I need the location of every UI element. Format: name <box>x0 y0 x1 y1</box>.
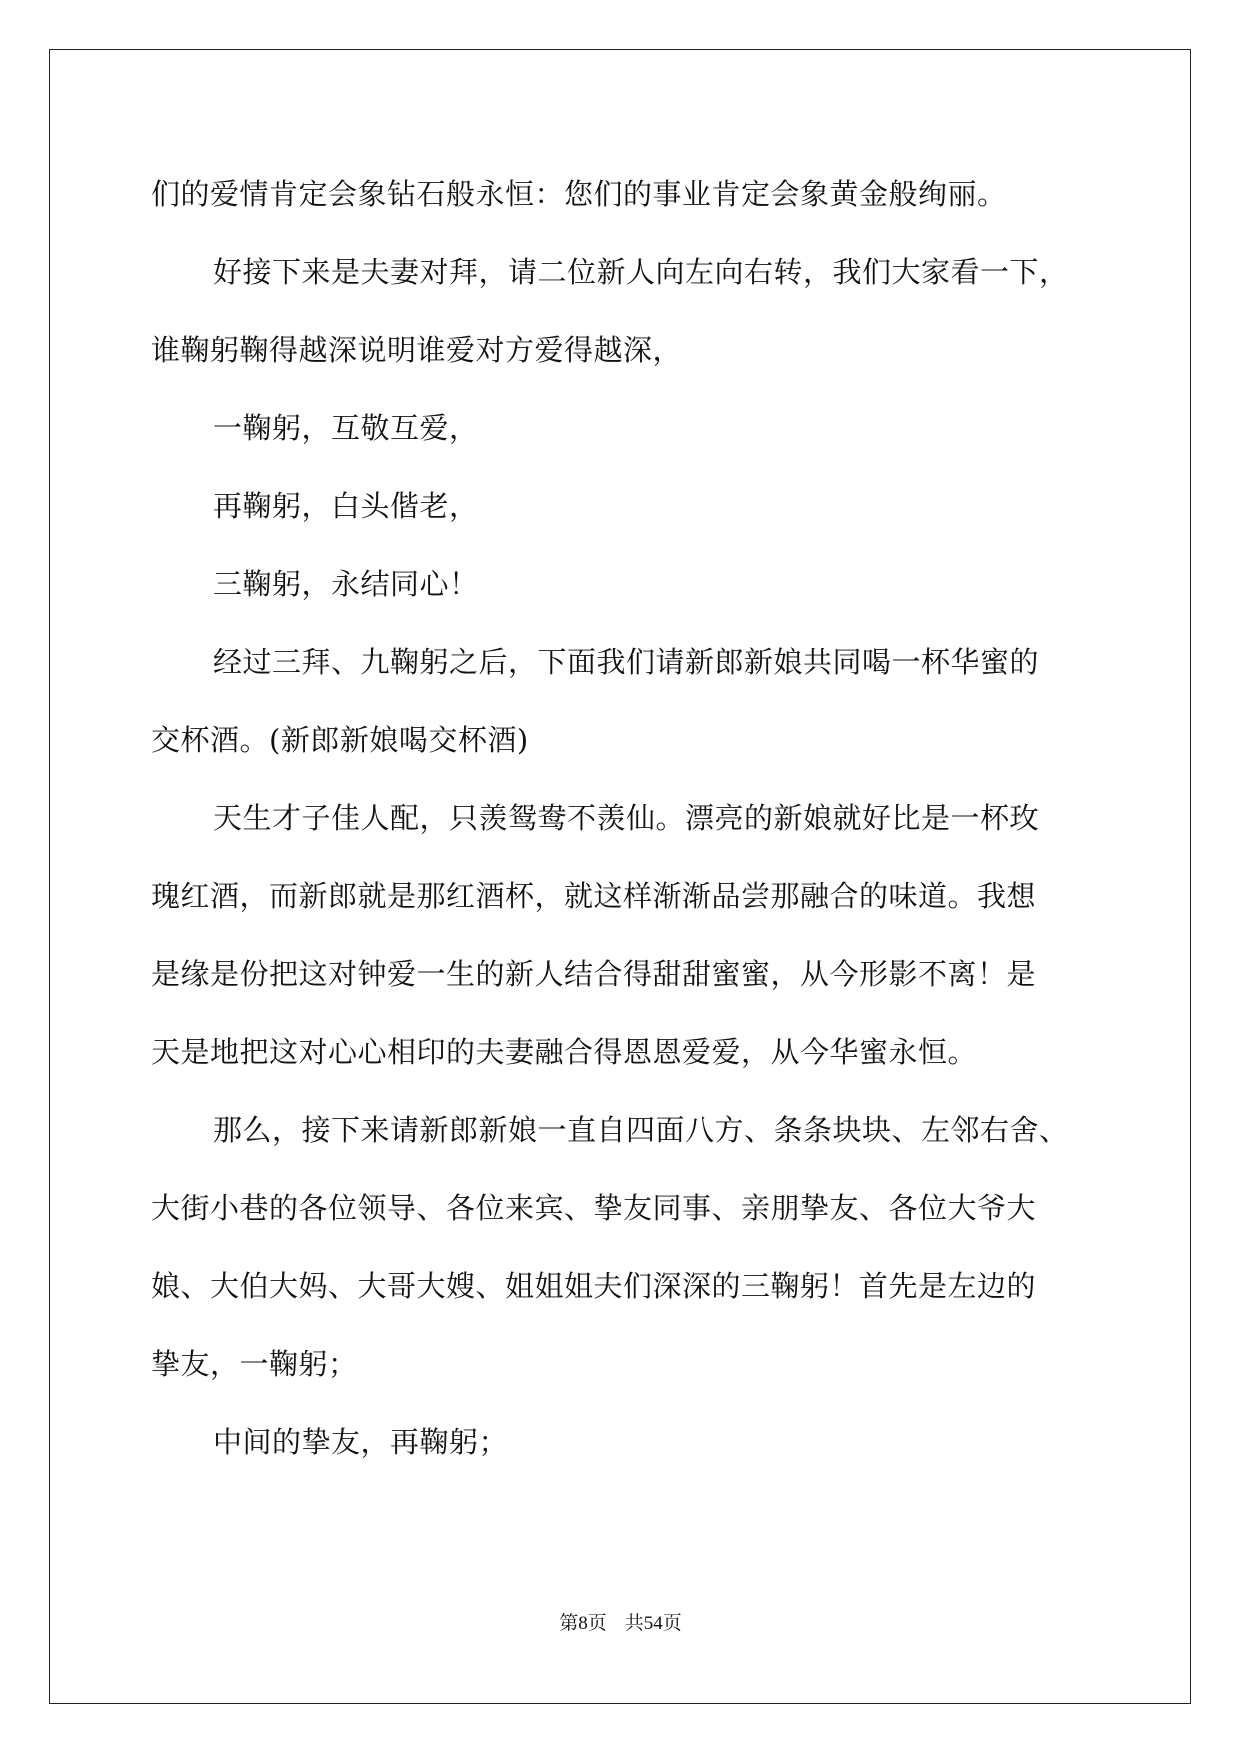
text-line: 是缘是份把这对钟爱一生的新人结合得甜甜蜜蜜，从今形影不离！是 <box>151 957 1037 991</box>
text-line: 再鞠躬，白头偕老， <box>213 489 479 523</box>
page-number: 第8页 <box>559 1613 607 1634</box>
text-line: 们的爱情肯定会象钻石般永恒：您们的事业肯定会象黄金般绚丽。 <box>151 177 1007 211</box>
text-line: 谁鞠躬鞠得越深说明谁爱对方爱得越深， <box>151 333 683 367</box>
text-line: 一鞠躬，互敬互爱， <box>213 411 479 445</box>
text-line: 瑰红酒，而新郎就是那红酒杯，就这样渐渐品尝那融合的味道。我想 <box>151 879 1037 913</box>
text-line: 中间的挚友，再鞠躬； <box>213 1425 509 1459</box>
text-line: 挚友，一鞠躬； <box>151 1347 358 1381</box>
page-total: 共54页 <box>624 1613 682 1634</box>
text-line: 娘、大伯大妈、大哥大嫂、姐姐姐夫们深深的三鞠躬！首先是左边的 <box>151 1269 1037 1303</box>
page-footer <box>0 1612 1241 1636</box>
text-line: 那么，接下来请新郎新娘一直自四面八方、条条块块、左邻右舍、 <box>213 1113 1069 1147</box>
text-line: 好接下来是夫妻对拜，请二位新人向左向右转，我们大家看一下， <box>213 255 1069 289</box>
text-line: 交杯酒。(新郎新娘喝交杯酒) <box>151 723 529 757</box>
document-body <box>151 155 1091 1481</box>
text-line: 天是地把这对心心相印的夫妻融合得恩恩爱爱，从今华蜜永恒。 <box>151 1035 978 1069</box>
text-line: 三鞠躬，永结同心！ <box>213 567 479 601</box>
text-line: 天生才子佳人配，只羡鸳鸯不羡仙。漂亮的新娘就好比是一杯玫 <box>213 801 1040 835</box>
text-line: 大街小巷的各位领导、各位来宾、挚友同事、亲朋挚友、各位大爷大 <box>151 1191 1037 1225</box>
text-line: 经过三拜、九鞠躬之后，下面我们请新郎新娘共同喝一杯华蜜的 <box>213 645 1040 679</box>
